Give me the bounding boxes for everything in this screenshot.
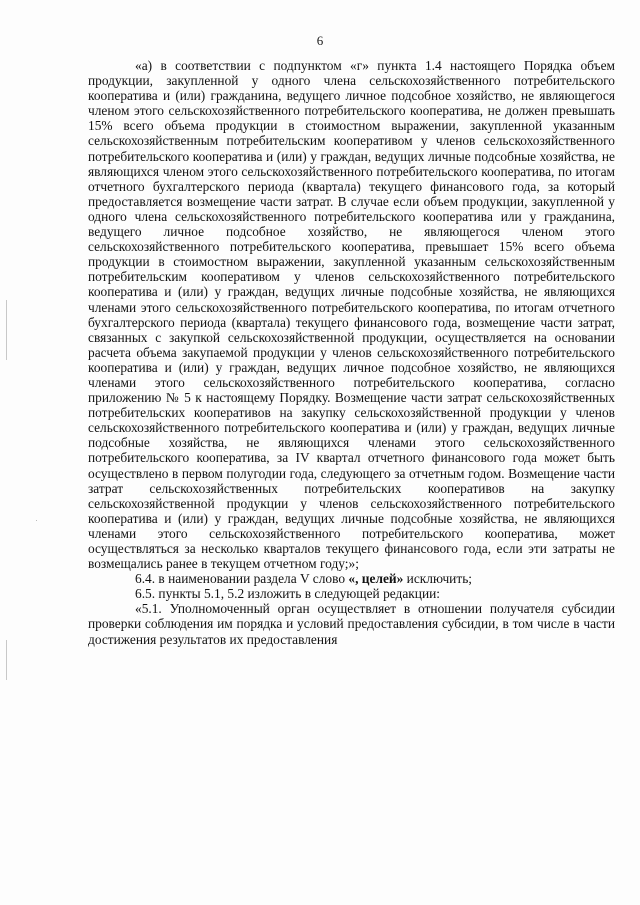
paragraph-subitem-a: «а) в соответствии с подпунктом «г» пункта 1.4 настоящего Порядка объем продукции, закупленной у одного члена сельскохозяйственного потребительского кооператива и (или) гражданина, ведущего личное подсобное хозяйство, не являющегося членом этого сельскохозяйственного потребительского кооператива, не должен превышать 15% всего объема продукции в стоимостном выражении, закупленной указанным сельскохозяйственным потребительским кооперативом у членов сельскохозяйственного потребительского кооператива и (или) у граждан, ведущих личные подсобные хозяйства, не являющихся членом этого сельскохозяйственного потребительского кооператива, по итогам отчетного бухгалтерского периода (квартала) текущего финансового года, за который предоставляется возмещение части затрат. В случае если объем продукции, закупленной у одного члена сельскохозяйственного потребительского кооператива или у гражданина, ведущего личное подсобное хозяйство, не являющегося членом этого сельскохозяйственного потребительского кооператива, превышает 15% всего объема продукции в стоимостном выражении, закупленной указанным сельскохозяйственным потребительским кооперативом у членов сельскохозяйственного потребительского кооператива и (или) у граждан, ведущих личные подсобные хозяйства, не являющихся членами этого сельскохозяйственного потребительского кооператива, по итогам отчетного бухгалтерского периода (квартала) текущего финансового года, возмещение части затрат, связанных с закупкой сельскохозяйственной продукции, осуществляется на основании расчета объема закупаемой продукции у членов сельскохозяйственного потребительского кооператива и (или) у граждан, ведущих личное подсобное хозяйство, не являющихся членами этого сельскохозяйственного потребительского кооператива, согласно приложению № 5 к настоящему Порядку. Возмещение части затрат сельскохозяйственных потребительских кооперативов на закупку сельскохозяйственной продукции у членов сельскохозяйственного потребительского кооператива и (или) у граждан, ведущих личные подсобные хозяйства, не являющихся членами этого сельскохозяйственного потребительского кооператива, за IV квартал отчетного финансового года может быть осуществлено в первом полугодии года, следующего за отчетным годом. Возмещение части затрат сельскохозяйственных потребительских кооперативов на закупку сельскохозяйственной продукции у членов сельскохозяйственного потребительского кооператива и (или) у граждан, ведущих личные подсобные хозяйства, не являющихся членами этого сельскохозяйственного потребительского кооператива, может осуществляться за несколько кварталов текущего финансового года, если эти затраты не возмещались ранее в текущем отчетном году;»; <box>88 58 615 572</box>
paragraph-5-1: «5.1. Уполномоченный орган осуществляет в отношении получателя субсидии проверки соблюдения им порядка и условий предоставления субсидии, в том числе в части достижения результатов их предоставления <box>88 601 615 647</box>
paragraph-6-4-text-start: 6.4. в наименовании раздела V слово <box>135 571 349 587</box>
document-body <box>88 58 615 647</box>
paragraph-6-4 <box>88 571 615 586</box>
paragraph-6-4-text-end: исключить; <box>403 571 473 587</box>
paragraph-6-5: 6.5. пункты 5.1, 5.2 изложить в следующей редакции: <box>135 586 441 602</box>
page-number: 6 <box>316 33 324 48</box>
scan-edge-mark <box>6 300 7 360</box>
scan-edge-mark <box>6 640 7 680</box>
paragraph-6-4-bold-word: «, целей» <box>348 571 404 587</box>
scan-dot <box>36 520 37 521</box>
